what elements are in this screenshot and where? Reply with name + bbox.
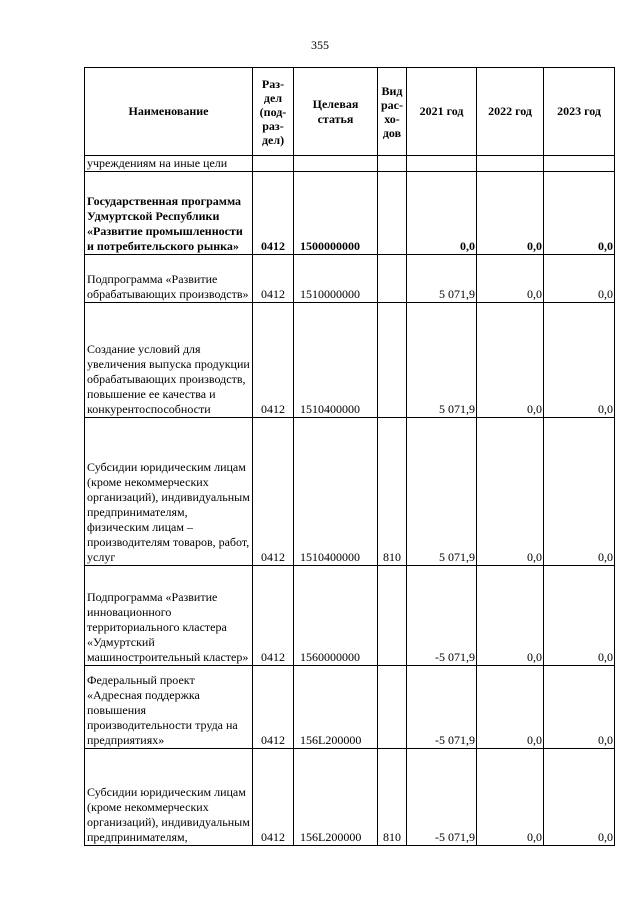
cell-razdel: 0412 [253, 566, 294, 666]
cell-razdel: 0412 [253, 666, 294, 749]
cell-name: Федеральный проект «Адресная поддержка повышения производительности труда на предприятиях» [85, 666, 253, 749]
cell-razdel: 0412 [253, 303, 294, 418]
page-number: 355 [311, 38, 329, 52]
header-razdel: Раз-дел (под-раз-дел) [253, 68, 294, 156]
header-celevaya: Целевая статья [294, 68, 378, 156]
cell-vid: 810 [378, 418, 407, 566]
cell-y2021: -5 071,9 [407, 749, 477, 846]
cell-y2022 [477, 156, 544, 172]
header-name: Наименование [85, 68, 253, 156]
cell-y2022: 0,0 [477, 566, 544, 666]
cell-name: Субсидии юридическим лицам (кроме некоммерческих организаций), индивидуальным предпринимателям, физическим лицам – производителям товаров, работ, услуг [85, 418, 253, 566]
cell-razdel: 0412 [253, 749, 294, 846]
cell-y2022: 0,0 [477, 418, 544, 566]
cell-y2022: 0,0 [477, 749, 544, 846]
table-row [85, 566, 615, 666]
cell-celevaya: 1560000000 [294, 566, 378, 666]
table-row [85, 418, 615, 566]
cell-y2021: 0,0 [407, 172, 477, 255]
cell-vid [378, 156, 407, 172]
cell-razdel: 0412 [253, 418, 294, 566]
cell-y2023: 0,0 [544, 418, 615, 566]
cell-y2021: 5 071,9 [407, 418, 477, 566]
cell-vid [378, 172, 407, 255]
cell-y2021: 5 071,9 [407, 303, 477, 418]
cell-y2023: 0,0 [544, 566, 615, 666]
cell-y2021: -5 071,9 [407, 666, 477, 749]
table-row [85, 172, 615, 255]
table-row [85, 749, 615, 846]
table-body [85, 156, 615, 846]
cell-vid [378, 303, 407, 418]
cell-name: Создание условий для увеличения выпуска продукции обрабатывающих производств, повышение ее качества и конкурентоспособности [85, 303, 253, 418]
cell-celevaya [294, 156, 378, 172]
cell-name: учреждениям на иные цели [85, 156, 253, 172]
cell-celevaya: 1510000000 [294, 255, 378, 303]
cell-y2023: 0,0 [544, 303, 615, 418]
cell-name: Субсидии юридическим лицам (кроме некоммерческих организаций), индивидуальным предпринимателям, [85, 749, 253, 846]
cell-vid [378, 666, 407, 749]
budget-table [84, 67, 615, 846]
cell-celevaya: 1510400000 [294, 303, 378, 418]
cell-razdel: 0412 [253, 172, 294, 255]
header-2021: 2021 год [407, 68, 477, 156]
cell-celevaya: 1500000000 [294, 172, 378, 255]
table-row [85, 303, 615, 418]
cell-name: Подпрограмма «Развитие инновационного территориального кластера «Удмуртский машиностроительный кластер» [85, 566, 253, 666]
table-header-row [85, 68, 615, 156]
table-row [85, 156, 615, 172]
cell-celevaya: 1510400000 [294, 418, 378, 566]
cell-y2021 [407, 156, 477, 172]
cell-y2023: 0,0 [544, 255, 615, 303]
header-2022: 2022 год [477, 68, 544, 156]
cell-celevaya: 156L200000 [294, 749, 378, 846]
cell-y2022: 0,0 [477, 666, 544, 749]
cell-y2022: 0,0 [477, 303, 544, 418]
table-row [85, 255, 615, 303]
table-row [85, 666, 615, 749]
cell-y2023 [544, 156, 615, 172]
cell-razdel [253, 156, 294, 172]
cell-vid: 810 [378, 749, 407, 846]
cell-celevaya: 156L200000 [294, 666, 378, 749]
cell-y2021: 5 071,9 [407, 255, 477, 303]
cell-name: Государственная программа Удмуртской Республики «Развитие промышленности и потребительского рынка» [85, 172, 253, 255]
cell-vid [378, 566, 407, 666]
cell-name: Подпрограмма «Развитие обрабатывающих производств» [85, 255, 253, 303]
header-2023: 2023 год [544, 68, 615, 156]
cell-vid [378, 255, 407, 303]
cell-y2022: 0,0 [477, 255, 544, 303]
header-vid: Вид рас-хо-дов [378, 68, 407, 156]
cell-y2023: 0,0 [544, 666, 615, 749]
cell-y2022: 0,0 [477, 172, 544, 255]
cell-y2021: -5 071,9 [407, 566, 477, 666]
cell-y2023: 0,0 [544, 172, 615, 255]
cell-razdel: 0412 [253, 255, 294, 303]
cell-y2023: 0,0 [544, 749, 615, 846]
